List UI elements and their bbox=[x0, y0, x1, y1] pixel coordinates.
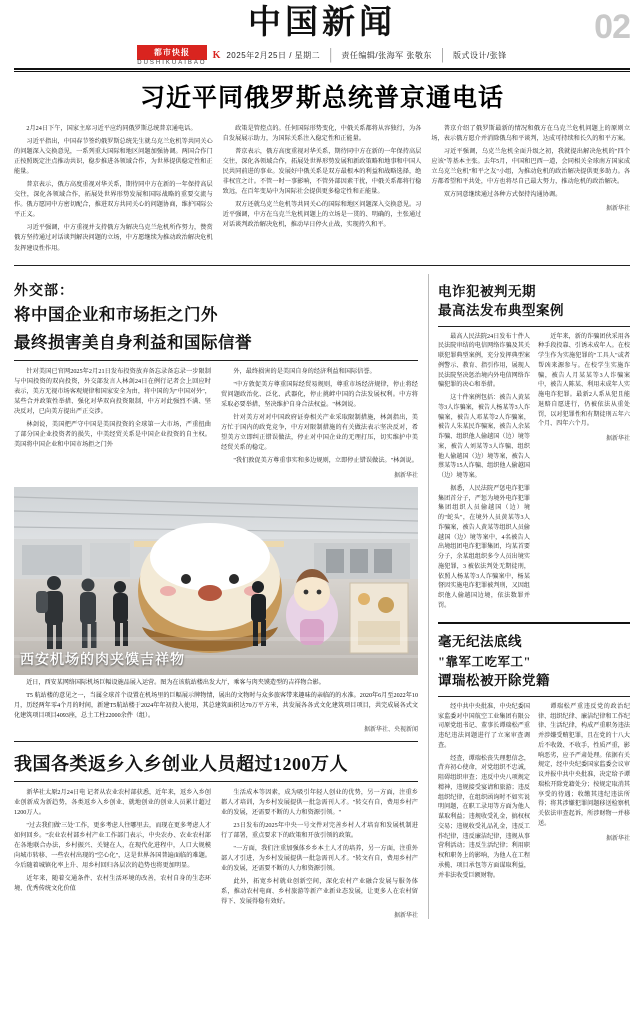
lead-column-1 bbox=[14, 124, 213, 257]
party-headline-line1: 毫无纪法底线 bbox=[438, 633, 522, 649]
photo-caption-body-2: T5 航站楼的意见之一，当属全球首个设置在机场里的巨幅展示牌物情，展出的文物时与众多旅客带来趣味的亲临的的水准。2020年6月至2022年10月，历经两年零4个月的时间，新建T5航站楼于2024年年初投入使用，其总建筑面积达70万平方米，共发展各各式文化建筑项目项目，共完成展各式文化建筑项目项目4093座，总土工柱22000余件（组）。 bbox=[14, 693, 418, 719]
masthead-designer: 版式设计/张锋 bbox=[453, 50, 507, 60]
masthead-rule-thin bbox=[14, 71, 630, 72]
article-byline: 据新华社 bbox=[393, 913, 418, 920]
fraud-headline-line2: 最高法发布典型案例 bbox=[438, 303, 564, 319]
paragraph: 双方还就乌克兰危机等共同关心的国际和地区问题深入交换意见。习近平强调，中方在乌克兰危机问题上的立场是一贯的、明确的，主张通过对话谈判政治解决危机，推动早日停火止战，实现持久和平。 bbox=[222, 201, 422, 229]
paragraph: 林剑说，美国把严守中国是美国投资的全球第一大市场，严重扭曲了部分国企业投资者的损失，中美经贸关系是中国企业投资的自主权。美国将中国企业和中国市场拒之门外 bbox=[14, 421, 211, 449]
masthead-meta-row bbox=[14, 45, 630, 66]
party-discipline-article bbox=[438, 632, 630, 885]
returnees-article bbox=[14, 788, 418, 920]
paragraph: 经中共中央批准，中央纪委国家监委对中国航空工业集团有限公司原党组书记、董事长谭瑞松严重违纪违法问题进行了立案审查调查。 bbox=[438, 703, 530, 749]
paragraph: 普京表示，俄方高度重视对华关系，期待同中方在新的一年保持高层交往，深化各领域合作，拓展处世界形势发展和新政策略和地事和中国人民共同前进的事业。发展好中俄关系是双方最根本的利益和战略选择，绝非权宜之计。不管一时一事影响，不管外部因素干扰，中俄关系都将行稳致远，在百年变局中为国际社会提供更多稳定性和正能量。 bbox=[222, 148, 422, 196]
article-byline: 据新华社 bbox=[605, 835, 630, 842]
fraud-headline-line1: 电诈犯被判无期 bbox=[438, 283, 536, 299]
mfa-headline-line1: 将中国企业和市场拒之门外 bbox=[14, 304, 218, 324]
k-logo-icon: K bbox=[212, 49, 221, 61]
paragraph: 最高人民法院24日发布十件人民法院审结的电信网络诈骗及其关联犯罪典型案例，充分发挥典型案例警示、教育、指引作用，展现人民法院坚决惩治境内外电信网络诈骗犯罪的决心和举措。 bbox=[438, 333, 530, 389]
masthead-rule bbox=[14, 68, 630, 70]
masthead-divider-1: | bbox=[329, 46, 333, 64]
paragraph: 经查，谭瑞松丧失理想信念，背弃初心使命，对党组织不忠诚，阻碍组织审查；违反中央八项规定精神，违规接受宴请和旅游；违反组织纪律，在组织函询时不如实说明问题，在职工录用等方面为他人谋取利益；违规收受礼金，搞权权交易；违规收受礼品礼金，违反工作纪律，违反廉洁纪律，违规从事营利活动；违反生活纪律；利用职权和职务上的影响，为他人在工程承揽、项目承包等方面谋取利益，并非法收受巨额财物。 bbox=[438, 755, 530, 879]
returnees-column-2 bbox=[221, 788, 418, 920]
masthead bbox=[14, 0, 630, 66]
mfa-article bbox=[14, 367, 418, 478]
party-rule bbox=[438, 696, 630, 697]
paragraph: 外，最终损害的是美国自身的经济利益和国际信誉。 bbox=[233, 368, 376, 376]
lead-column-3 bbox=[431, 124, 630, 257]
mfa-column-1 bbox=[14, 367, 211, 478]
returnees-rule bbox=[14, 781, 418, 782]
party-column-1 bbox=[438, 703, 530, 885]
paragraph: 习近平指出，中国春节签约俄罗斯总统先生就乌克兰危机等共同关心的问题深入交换意见，一系列重大国际和地区问题加强协调。两国合作门正按照既定注点推动共识，稳步推进各领域合作，为世界提供稳定性和正能量。 bbox=[14, 138, 213, 176]
party-column-2 bbox=[538, 703, 630, 885]
masthead-date: 2025年2月25日 / 星期二 bbox=[226, 50, 321, 60]
paragraph: "一方面，我们注重加强体乡乡本土人才的培养，另一方面，注重外部人才引进，为乡村发展提供一批急需刊人才。"转文有自，费用乡村产业的发展，还需要不断的人力和资源引领。 bbox=[221, 844, 418, 872]
masthead-pinyin: DUSHIKUAIBAO bbox=[137, 59, 207, 66]
lead-column-2 bbox=[223, 124, 422, 257]
mfa-column-2 bbox=[221, 367, 418, 478]
masthead-badge: 都市快报 bbox=[137, 45, 206, 60]
paragraph: 2月24日下午，国家主席习近平应约同俄罗斯总统普京通电话。 bbox=[26, 125, 197, 132]
mfa-and-photo-region bbox=[14, 274, 418, 919]
paragraph: 生活成本等因素，成为吸引年轻人创业的优势，另一方面，注重乡都人才培训，为乡村发展提供一批急需刊人才。"转交有自，费用乡村产业的发展，还需要不断的人力和资源引领。" bbox=[221, 788, 418, 816]
fraud-article bbox=[438, 282, 630, 615]
article-byline: 据新华社 bbox=[606, 206, 631, 213]
masthead-editor: 责任编辑/张海军 张敬东 bbox=[341, 50, 432, 60]
paragraph: 谭瑞松严重违反党的政治纪律、组织纪律、廉洁纪律和工作纪律、生活纪律，构成严重职务违法并涉嫌受贿犯罪，且在党的十八大后不收敛、不收手，性质严重，影响恶劣，应予严肃处理。依据有关规定，经中央纪委国家监委会议审议并报中共中央批准，决定给予谭瑞松开除党籍处分；按规定取消其享受的待遇；收缴其违纪违法所得；将其涉嫌犯罪问题移送检察机关依法审查起诉，所涉财物一并移送。 bbox=[538, 703, 630, 827]
returnees-headline: 我国各类返乡入乡创业人员超过1200万人 bbox=[14, 753, 348, 774]
masthead-title: 中国新闻 bbox=[248, 5, 396, 41]
mfa-headline-line2: 最终损害美自身利益和国际信誉 bbox=[14, 332, 252, 352]
paragraph: 习近平强调，中方重视并支持俄方为解决乌克兰危机所作努力，赞赏俄方坚持通过对话谈判解决问题的立场，中方愿继续为推动政治解决危机发挥建设性作用。 bbox=[14, 224, 213, 252]
airport-mascot-photo bbox=[14, 487, 418, 675]
paragraph: 政策是管控点的。任何国际形势变化，中俄关系都将从容独行，为各自发展展示助力，为国际关系注入稳定性和正能量。 bbox=[222, 125, 422, 143]
paragraph: 新华社太原2月24日电 记者从农业农村部获悉，近年来，返乡入乡创业创新成为新趋势，各类返乡入乡创业、就地创业的创业人员累计超过1200万人。 bbox=[14, 788, 211, 816]
paragraph: "过去我们做'三处'工作，更多考虑人往哪里去，而现在更多考虑人才如何回乡。"农业农村部乡村产业工作部门表示，中央农办、农业农村部在各地联合办法，乡村振兴、关键在人，在现代化进程中，人口大规模向城市转移、一些农村出现的"空心化"，这是世界各国普遍面临的难题。今后随着城镇化率上升、用乡村回归各层次的趋势也将更加明显。 bbox=[14, 821, 211, 869]
mfa-rule bbox=[14, 360, 418, 361]
paragraph: 此外，拓宽乡村就业创新空间，深化农村产业融合发展与服务体系，推动农村电商、乡村旅游等新产业新业态发展，让更多人在农村留得下、发展得稳有效好。 bbox=[221, 877, 418, 905]
returnees-column-1 bbox=[14, 788, 211, 920]
fraud-column-2 bbox=[538, 333, 630, 615]
photo-byline: 据新华社、央视新闻 bbox=[363, 726, 418, 733]
middle-region bbox=[14, 274, 630, 919]
paragraph: 近年来，随着交通条件、农村生活环境的改善，农村自身的生态环境、优秀传统文化价值 bbox=[14, 874, 211, 892]
lead-headline: 习近平同俄罗斯总统普京通电话 bbox=[139, 85, 504, 112]
mfa-section-label: 外交部： bbox=[14, 283, 74, 299]
lead-article bbox=[14, 124, 630, 257]
fraud-rule bbox=[438, 326, 630, 327]
section-divider bbox=[14, 265, 630, 266]
party-headline-line3: 谭瑞松被开除党籍 bbox=[438, 673, 550, 689]
paragraph: 针对美国已官网2025年2月21日发布投资放弃备忘录备忘录一步限制与中国投资的双向投资，外交部发言人林剑24日在例行记者会上回应时表示，美方无视市场客观规律和国家安全为由，将中国的为"中国对外"，某些合并政策性举措、强化对华双向投资限制，中方对此强烈不满、坚决反对，已向美方提出严正交涉。 bbox=[14, 368, 211, 416]
paragraph: 这十件案例包括：被告人黄某等3人诈骗案，被告人杨某等3人诈骗案，被告人邓某等2人诈骗案，被告人朱某民诈骗案，被告人余某诈骗、组织他人偷越国（边）境等案，被告人刘某等3人诈骗、组织他人偷越国（边）境等案，被告人蔡某等15人诈骗、组织他人偷越国（边）境等案。 bbox=[438, 395, 530, 480]
masthead-divider-2: | bbox=[440, 46, 445, 64]
party-headline-line2: "靠军工吃军工" bbox=[438, 655, 531, 670]
right-sidebar-region bbox=[428, 274, 630, 919]
sidebar-divider bbox=[438, 622, 630, 624]
paragraph: "我们敦促美方尊重事实和多边规则，立即停止错误做法。"林剑说。 bbox=[233, 457, 418, 465]
paragraph: 23日发布的2025年中央一号文件对完善乡村人才培育和发展机制进行了部署，重点要求下的政策和开放引领的政策。 bbox=[221, 821, 418, 839]
paragraph: 近年来，新的诈骗团伙采用各种手段投靠、引诱未成年人。在校学生作为实施犯罪的"工具人"或者帮凶来源参与。在校学生实施诈骗，被告人月某某等3人诈骗案中，被告人陈某、利用未成年人实施电诈犯罪。最新2人系从犯且能退赔自愿进行，仍被依法从重处罚，以对犯罪性和有期徒刑五年六个月、四年六个月。 bbox=[538, 333, 630, 428]
paragraph: 习近平强调，乌克兰危机全面升级之初，我就提出解决危机的"四个应该"等基本主张。去年5月，中国和巴西一道，会同相关全球南方国家成立乌克兰危机"和平之友"小组，为推动危机的政治解决提供更多助力。各方都希望和平共处，中方也将尽自己最大努力，推动危机的政治解决。 bbox=[431, 148, 631, 186]
photo-caption-title: 西安机场的肉夹馍吉祥物 bbox=[20, 652, 185, 668]
paragraph: 针对美方对对中国政府证券相关产业采取限制措施，林剑指出，美方忙于国内的政党竞争，中方对限制措施的有关做法表示坚决反对，希望美方立即纠正错误做法，停止对中国企业的无理打压，切实维护中美经贸关系的稳定。 bbox=[221, 414, 418, 452]
fraud-column-1 bbox=[438, 333, 530, 615]
paragraph: 据悉，人民法院严惩电诈犯罪集团首分子，严惩为境外电诈犯罪集团组织人员偷越国（边）境的"蛇头"，在境外人员黄某等3人诈骗案，被告人黄某等组织人员偷越国（边）境等案中，4名被告人出境组团电诈犯罪集团，均某首要分子，余某组组织多令人员出境实施犯罪，3 被依法判处无期徒刑，依照人杨某等3人诈骗案中，杨某督因实施电诈犯罪被判刑，又因组织他人偷越国边境，依法数罪并罚。 bbox=[438, 485, 530, 609]
paragraph: 普京表示，俄方高度重视对华关系，期待同中方在新的一年保持高层交往，深化各领域合作，拓展处世界形势发展和国际战略的重要交流与作。俄方愿同中方密切配合，推进双方共同关心的问题协商，维护国际公平正义。 bbox=[14, 181, 213, 219]
page-number: 02 bbox=[594, 8, 630, 46]
article-byline: 据新华社 bbox=[605, 436, 630, 443]
photo-caption-body: 近日，西安某网络国际机场巨幅设施品展入运营。图为在该航站楼出发大厅，乘客与肉夹馍造型的吉祥物合影。 bbox=[26, 679, 325, 686]
photo-figure bbox=[14, 487, 418, 675]
paragraph: "中方敦促美方尊重国际经贸易规则，尊重市场经济规律，停止将经贸问题政治化、泛化、武器化，停止挑衅中国的合法发展权利。中方将采取必要举措，坚决维护自身合法权益。"林剑说。 bbox=[221, 381, 418, 409]
paragraph: 双方同意继续通过各种方式保持沟通协调。 bbox=[443, 191, 562, 199]
divider-before-returnees bbox=[14, 741, 418, 742]
paragraph: 普京介绍了俄罗斯最新的情况和俄方在乌克兰危机问题上的原则立场，表示俄方愿介并消除俄乌和平谈判，达成可持续和长久的和平方案。 bbox=[431, 125, 631, 143]
article-byline: 据新华社 bbox=[393, 472, 418, 479]
